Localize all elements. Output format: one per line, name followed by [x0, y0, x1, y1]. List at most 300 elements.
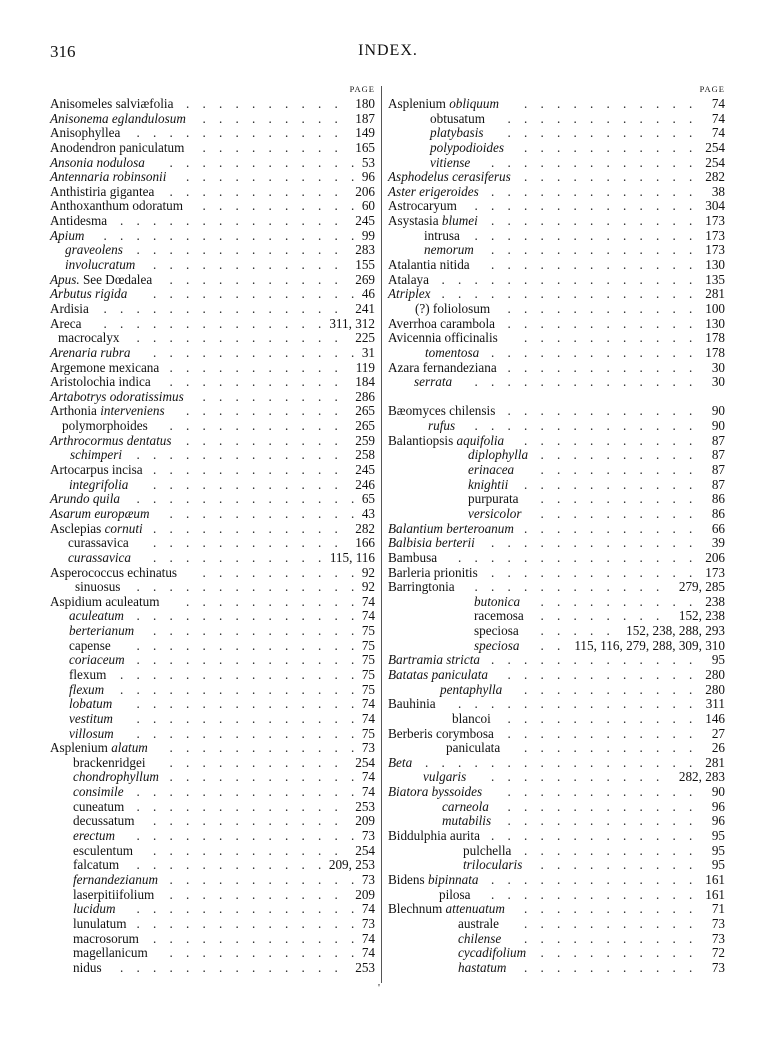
leader-dot: . — [219, 769, 223, 785]
leader-dot: . — [623, 608, 627, 624]
entry-page: 184 — [355, 374, 375, 390]
leader-dot: . — [491, 154, 495, 170]
leader-dot: . — [186, 828, 190, 844]
leader-dot: . — [573, 344, 577, 360]
entry-page: 86 — [711, 491, 725, 507]
leader-dot: . — [573, 769, 577, 785]
leader-dot: . — [252, 915, 256, 931]
leader-dot: . — [540, 710, 544, 726]
leader-dot: . — [235, 959, 239, 975]
leader-dot: . — [557, 754, 561, 770]
leader-dot: . — [689, 593, 693, 609]
entry-page: 311, 312 — [329, 315, 375, 331]
entry-name: Arundo quila — [50, 491, 120, 507]
leader-dot: . — [169, 828, 173, 844]
leader-dot: . — [252, 535, 256, 551]
leader-dot: . — [606, 139, 610, 155]
leader-dot: . — [672, 359, 676, 375]
leader-dot: . — [153, 842, 157, 858]
entry-name: Azara fernandeziana — [388, 359, 497, 375]
leader-dot: . — [153, 535, 157, 551]
leader-dot: . — [285, 593, 289, 609]
index-entry — [388, 814, 725, 829]
leader-dot: . — [606, 945, 610, 961]
leader-dot: . — [351, 637, 355, 653]
leader-dot: . — [656, 652, 660, 668]
leader-dot: . — [524, 374, 528, 390]
leader-dot: . — [334, 344, 338, 360]
leader-dot: . — [540, 344, 544, 360]
entry-name: sinuosus — [75, 579, 121, 595]
leader-dot: . — [590, 505, 594, 521]
leader-dot: . — [689, 476, 693, 492]
leader-dot: . — [318, 637, 322, 653]
leader-dot: . — [219, 535, 223, 551]
leader-dot: . — [573, 242, 577, 258]
leader-dot: . — [639, 359, 643, 375]
index-entry — [50, 243, 375, 258]
leader-dot: . — [639, 608, 643, 624]
leader-dot: . — [524, 915, 528, 931]
index-entry — [50, 361, 375, 376]
leader-dot: . — [334, 139, 338, 155]
entry-page: 30 — [711, 374, 725, 390]
leader-dot: . — [540, 593, 544, 609]
leader-dot: . — [623, 418, 627, 434]
leader-dot: . — [153, 652, 157, 668]
entry-page: 206 — [705, 549, 725, 565]
entry-name: tomentosa — [425, 344, 480, 360]
leader-dot: . — [169, 505, 173, 521]
leader-dot: . — [689, 169, 693, 185]
leader-dot: . — [524, 740, 528, 756]
leader-dot: . — [540, 945, 544, 961]
leader-dot: . — [557, 608, 561, 624]
entry-name: Atalantia nitida — [388, 257, 470, 273]
leader-dot: . — [351, 579, 355, 595]
leader-dot: . — [268, 652, 272, 668]
entry-name: speciosa — [474, 623, 519, 639]
leader-dot: . — [285, 520, 289, 536]
leader-dot: . — [186, 593, 190, 609]
index-entry — [388, 317, 725, 332]
leader-dot: . — [169, 666, 173, 682]
leader-dot: . — [153, 710, 157, 726]
leader-dot: . — [202, 652, 206, 668]
leader-dot: . — [639, 652, 643, 668]
leader-dot: . — [202, 344, 206, 360]
leader-dot: . — [507, 242, 511, 258]
leader-dot: . — [672, 271, 676, 287]
leader-dot: . — [672, 257, 676, 273]
leader-dot: . — [169, 549, 173, 565]
leader-dot: . — [219, 213, 223, 229]
leader-dot: . — [639, 813, 643, 829]
leader-dot: . — [540, 828, 544, 844]
leader-dot: . — [169, 286, 173, 302]
leader-dot: . — [318, 198, 322, 214]
leader-dot: . — [285, 871, 289, 887]
leader-dot: . — [351, 696, 355, 712]
leader-dot: . — [169, 183, 173, 199]
entry-name: Bartramia stricta — [388, 652, 480, 668]
leader-dot: . — [334, 681, 338, 697]
leader-dot: . — [252, 945, 256, 961]
leader-dot: . — [590, 813, 594, 829]
leader-dot: . — [169, 725, 173, 741]
entry-name: cuneatum — [73, 798, 125, 814]
leader-dot: . — [268, 154, 272, 170]
leader-dot: . — [202, 871, 206, 887]
leader-dot: . — [285, 564, 289, 580]
entry-name: blancoi — [452, 710, 491, 726]
entry-page: 74 — [711, 96, 725, 111]
leader-dot: . — [285, 169, 289, 185]
leader-dot: . — [507, 535, 511, 551]
leader-dot: . — [491, 213, 495, 229]
leader-dot: . — [285, 681, 289, 697]
leader-dot: . — [318, 535, 322, 551]
entry-name: Anthoxanthum odoratum — [50, 198, 183, 214]
leader-dot: . — [252, 403, 256, 419]
leader-dot: . — [318, 505, 322, 521]
leader-dot: . — [557, 593, 561, 609]
leader-dot: . — [491, 286, 495, 302]
leader-dot: . — [623, 462, 627, 478]
leader-dot: . — [656, 959, 660, 975]
leader-dot: . — [540, 959, 544, 975]
leader-dot: . — [606, 330, 610, 346]
leader-dot: . — [202, 213, 206, 229]
leader-dot: . — [219, 828, 223, 844]
leader-dot: . — [252, 740, 256, 756]
leader-dot: . — [606, 696, 610, 712]
leader-dot: . — [540, 579, 544, 595]
leader-dot: . — [136, 300, 140, 316]
index-entry — [50, 346, 375, 361]
leader-dot: . — [252, 315, 256, 331]
leader-dot: . — [606, 432, 610, 448]
index-entry — [388, 390, 725, 405]
leader-dot: . — [202, 447, 206, 463]
leader-dot: . — [202, 535, 206, 551]
entry-name: Artocarpus incisa — [50, 462, 143, 478]
entry-page: 74 — [361, 930, 375, 946]
leader-dot: . — [219, 286, 223, 302]
leader-dot: . — [540, 681, 544, 697]
leader-dot: . — [202, 491, 206, 507]
entry-page: 74 — [361, 696, 375, 712]
entry-name: Barringtonia — [388, 579, 455, 595]
leader-dot: . — [524, 930, 528, 946]
leader-dot: . — [524, 681, 528, 697]
leader-dot: . — [524, 183, 528, 199]
leader-dot: . — [656, 725, 660, 741]
entry-page: 119 — [355, 359, 375, 375]
leader-dot: . — [202, 110, 206, 126]
leader-dot: . — [334, 608, 338, 624]
entry-page: 152, 238 — [678, 608, 725, 624]
index-entry — [388, 243, 725, 258]
leader-dot: . — [590, 945, 594, 961]
leader-dot: . — [120, 681, 124, 697]
leader-dot: . — [557, 710, 561, 726]
leader-dot: . — [656, 139, 660, 155]
leader-dot: . — [639, 110, 643, 126]
leader-dot: . — [672, 842, 676, 858]
leader-dot: . — [524, 784, 528, 800]
leader-dot: . — [219, 125, 223, 141]
leader-dot: . — [318, 871, 322, 887]
leader-dot: . — [689, 754, 693, 770]
leader-dot: . — [590, 418, 594, 434]
leader-dot: . — [672, 754, 676, 770]
leader-dot: . — [219, 447, 223, 463]
index-entry — [50, 566, 375, 581]
index-entry — [50, 580, 375, 595]
leader-dot: . — [268, 227, 272, 243]
leader-dot: . — [656, 901, 660, 917]
leader-dot: . — [219, 154, 223, 170]
leader-dot: . — [441, 286, 445, 302]
leader-dot: . — [540, 257, 544, 273]
leader-dot: . — [557, 666, 561, 682]
leader-dot: . — [285, 227, 289, 243]
leader-dot: . — [334, 154, 338, 170]
leader-dot: . — [136, 828, 140, 844]
leader-dot: . — [573, 462, 577, 478]
leader-dot: . — [573, 857, 577, 873]
leader-dot: . — [334, 374, 338, 390]
entry-name: hastatum — [458, 959, 507, 975]
leader-dot: . — [524, 139, 528, 155]
leader-dot: . — [252, 871, 256, 887]
leader-dot: . — [524, 286, 528, 302]
leader-dot: . — [672, 242, 676, 258]
leader-dot: . — [606, 901, 610, 917]
leader-dot: . — [235, 857, 239, 873]
leader-dot: . — [285, 710, 289, 726]
leader-dot: . — [202, 915, 206, 931]
entry-name: polymorphoides — [62, 418, 148, 434]
leader-dot: . — [639, 857, 643, 873]
leader-dot: . — [334, 213, 338, 229]
index-column-right — [388, 84, 725, 975]
entry-page: 282 — [355, 520, 375, 536]
index-entry — [50, 932, 375, 947]
leader-dot: . — [590, 886, 594, 902]
leader-dot: . — [153, 784, 157, 800]
index-entry — [388, 961, 725, 976]
leader-dot: . — [318, 388, 322, 404]
leader-dot: . — [252, 505, 256, 521]
index-entry — [388, 902, 725, 917]
index-entry — [50, 668, 375, 683]
leader-dot: . — [590, 871, 594, 887]
leader-dot: . — [639, 666, 643, 682]
leader-dot: . — [557, 491, 561, 507]
leader-dot: . — [590, 125, 594, 141]
leader-dot: . — [136, 227, 140, 243]
leader-dot: . — [672, 198, 676, 214]
entry-page: 74 — [361, 784, 375, 800]
entry-name: mutabilis — [442, 813, 492, 829]
leader-dot: . — [672, 213, 676, 229]
leader-dot: . — [252, 754, 256, 770]
leader-dot: . — [235, 901, 239, 917]
entry-name: erinacea — [468, 462, 515, 478]
index-entry — [388, 741, 725, 756]
leader-dot: . — [524, 96, 528, 111]
leader-dot: . — [202, 637, 206, 653]
leader-dot: . — [301, 871, 305, 887]
entry-page: 282 — [705, 169, 725, 185]
leader-dot: . — [169, 315, 173, 331]
leader-dot: . — [656, 740, 660, 756]
leader-dot: . — [540, 359, 544, 375]
leader-dot: . — [268, 959, 272, 975]
leader-dot: . — [689, 447, 693, 463]
leader-dot: . — [639, 959, 643, 975]
leader-dot: . — [639, 549, 643, 565]
leader-dot: . — [318, 169, 322, 185]
leader-dot: . — [268, 271, 272, 287]
leader-dot: . — [639, 505, 643, 521]
entry-name: esculentum — [73, 842, 134, 858]
leader-dot: . — [235, 388, 239, 404]
leader-dot: . — [557, 110, 561, 126]
leader-dot: . — [606, 710, 610, 726]
entry-name: decussatum — [73, 813, 135, 829]
leader-dot: . — [219, 959, 223, 975]
leader-dot: . — [318, 96, 322, 111]
leader-dot: . — [252, 96, 256, 111]
leader-dot: . — [623, 842, 627, 858]
leader-dot: . — [507, 579, 511, 595]
leader-dot: . — [557, 154, 561, 170]
entry-name: erectum — [73, 828, 115, 844]
leader-dot: . — [540, 549, 544, 565]
leader-dot: . — [540, 871, 544, 887]
leader-dot: . — [540, 754, 544, 770]
leader-dot: . — [219, 652, 223, 668]
leader-dot: . — [524, 315, 528, 331]
leader-dot: . — [540, 213, 544, 229]
leader-dot: . — [318, 227, 322, 243]
leader-dot: . — [186, 476, 190, 492]
leader-dot: . — [235, 666, 239, 682]
leader-dot: . — [351, 666, 355, 682]
leader-dot: . — [301, 271, 305, 287]
leader-dot: . — [623, 125, 627, 141]
leader-dot: . — [252, 257, 256, 273]
index-entry — [388, 170, 725, 185]
index-entry — [50, 844, 375, 859]
index-entry — [388, 770, 725, 785]
entry-name: vestitum — [69, 710, 113, 726]
index-entry — [50, 917, 375, 932]
leader-dot: . — [268, 110, 272, 126]
index-entry — [388, 375, 725, 390]
leader-dot: . — [285, 286, 289, 302]
leader-dot: . — [639, 535, 643, 551]
leader-dot: . — [507, 666, 511, 682]
leader-dot: . — [136, 901, 140, 917]
leader-dot: . — [301, 608, 305, 624]
index-entry — [388, 595, 725, 610]
index-entry — [50, 522, 375, 537]
leader-dot: . — [301, 784, 305, 800]
leader-dot: . — [672, 447, 676, 463]
leader-dot: . — [672, 418, 676, 434]
leader-dot: . — [301, 257, 305, 273]
leader-dot: . — [334, 637, 338, 653]
leader-dot: . — [169, 330, 173, 346]
leader-dot: . — [252, 491, 256, 507]
leader-dot: . — [334, 725, 338, 741]
leader-dot: . — [590, 857, 594, 873]
leader-dot: . — [219, 96, 223, 111]
leader-dot: . — [441, 271, 445, 287]
leader-dot: . — [202, 432, 206, 448]
leader-dot: . — [656, 871, 660, 887]
leader-dot: . — [689, 198, 693, 214]
leader-dot: . — [252, 681, 256, 697]
leader-dot: . — [318, 608, 322, 624]
leader-dot: . — [202, 198, 206, 214]
leader-dot: . — [301, 696, 305, 712]
leader-dot: . — [623, 740, 627, 756]
leader-dot: . — [672, 286, 676, 302]
leader-dot: . — [235, 623, 239, 639]
leader-dot: . — [169, 930, 173, 946]
index-entry — [50, 595, 375, 610]
leader-dot: . — [268, 593, 272, 609]
leader-dot: . — [540, 740, 544, 756]
leader-dot: . — [153, 608, 157, 624]
leader-dot: . — [285, 740, 289, 756]
leader-dot: . — [524, 798, 528, 814]
leader-dot: . — [285, 652, 289, 668]
leader-dot: . — [689, 652, 693, 668]
index-rows-right — [388, 97, 725, 975]
leader-dot: . — [268, 462, 272, 478]
leader-dot: . — [202, 227, 206, 243]
leader-dot: . — [573, 183, 577, 199]
leader-dot: . — [268, 886, 272, 902]
leader-dot: . — [285, 198, 289, 214]
leader-dot: . — [186, 652, 190, 668]
index-entry — [50, 653, 375, 668]
leader-dot: . — [623, 652, 627, 668]
leader-dot: . — [235, 608, 239, 624]
leader-dot: . — [136, 579, 140, 595]
entry-page: 245 — [355, 462, 375, 478]
leader-dot: . — [268, 769, 272, 785]
leader-dot: . — [474, 374, 478, 390]
leader-dot: . — [136, 857, 140, 873]
leader-dot: . — [235, 798, 239, 814]
leader-dot: . — [351, 593, 355, 609]
leader-dot: . — [120, 666, 124, 682]
leader-dot: . — [557, 535, 561, 551]
leader-dot: . — [252, 227, 256, 243]
leader-dot: . — [252, 842, 256, 858]
leader-dot: . — [252, 857, 256, 873]
leader-dot: . — [623, 286, 627, 302]
entry-name: aculeatum — [69, 608, 124, 624]
leader-dot: . — [268, 286, 272, 302]
